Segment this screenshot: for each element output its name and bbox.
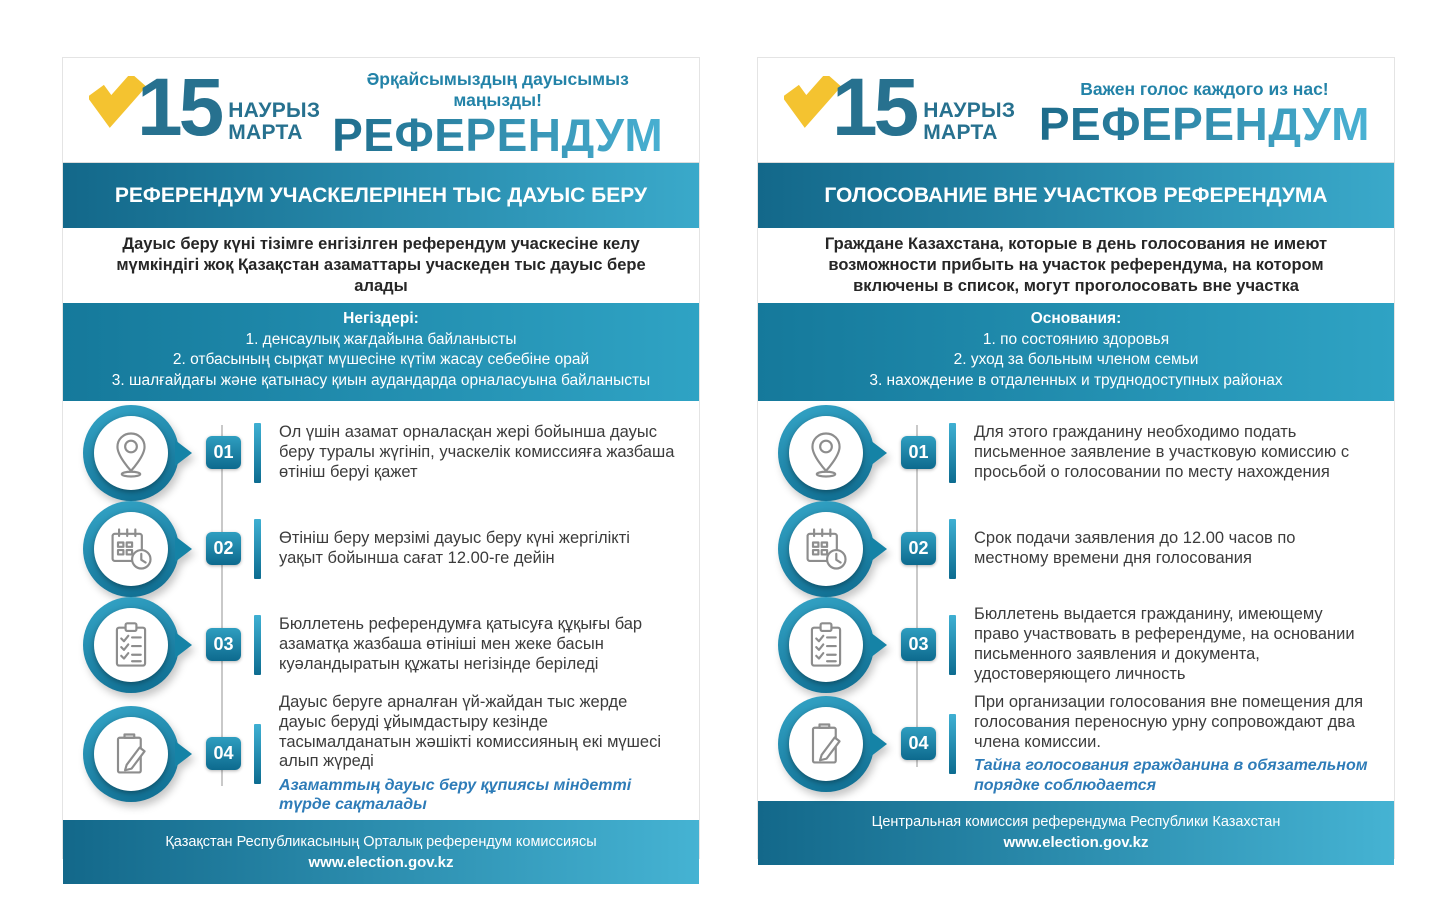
- step-accent-bar: [254, 519, 261, 579]
- step-accent-bar: [949, 615, 956, 675]
- basis-item: 2. отбасының сырқат мүшесіне күтім жасау себебіне орай: [172, 351, 590, 369]
- bubble-pointer: [175, 440, 192, 466]
- basis-item: 1. по состоянию здоровья: [982, 330, 1170, 348]
- basis-item: 3. нахождение в отдаленных и труднодоступных районах: [869, 372, 1283, 390]
- step-icon-bubble: [778, 696, 874, 792]
- step-icon-bubble: [778, 597, 874, 693]
- step-row-1: [758, 405, 1394, 501]
- step-number-badge: 01: [901, 436, 936, 469]
- basis-item: 2. уход за больным членом семьи: [953, 351, 1199, 369]
- step-text: [279, 423, 699, 482]
- logo-month-line2: МАРТА: [923, 120, 998, 144]
- step-accent-bar: [949, 519, 956, 579]
- referendum-date-logo: [89, 62, 321, 160]
- step-number-badge: 03: [901, 628, 936, 661]
- location-pin-icon: [800, 427, 852, 479]
- step-number-badge: 04: [206, 737, 241, 770]
- step-text: [279, 615, 699, 674]
- steps-list: [63, 401, 699, 821]
- step-row-1: [63, 405, 699, 501]
- step-row-4: [63, 693, 699, 815]
- step-text: [974, 693, 1394, 795]
- step-accent-bar: [949, 714, 956, 774]
- basis-box: [758, 303, 1394, 401]
- step-icon-bubble: [83, 706, 179, 802]
- step-number-badge: 02: [206, 532, 241, 565]
- step-row-3: [758, 597, 1394, 693]
- bubble-pointer: [175, 632, 192, 658]
- step-icon-bubble: [83, 501, 179, 597]
- bubble-pointer: [175, 741, 192, 767]
- step-number-badge: 04: [901, 727, 936, 760]
- referendum-date-logo: [784, 62, 1016, 160]
- step-accent-bar: [254, 423, 261, 483]
- basis-title: Основания:: [1030, 309, 1122, 327]
- bubble-pointer: [175, 536, 192, 562]
- header-tagline: Важен голос каждого из нас!: [1080, 79, 1329, 99]
- step-row-4: [758, 693, 1394, 795]
- poster-russian: [757, 57, 1395, 859]
- referendum-title: РЕФЕРЕНДУМ: [320, 112, 675, 158]
- step-text: [279, 693, 699, 815]
- logo-day: 15: [137, 62, 221, 153]
- banner-text: РЕФЕРЕНДУМ УЧАСКЕЛЕРІНЕН ТЫС ДАУЫС БЕРУ: [114, 183, 648, 207]
- step-note: Тайна голосования гражданина в обязательном порядке соблюдается: [974, 757, 1368, 794]
- referendum-title: РЕФЕРЕНДУМ: [1038, 98, 1370, 150]
- step-description: Өтініш беру мерзімі дауыс беру күні жергілікті уақыт бойынша сағат 12.00-ге дейін: [279, 529, 630, 567]
- intro-text: Граждане Казахстана, которые в день голосования не имеют возможности прибыть на участок референдума, на котором включены в список, могут проголосовать вне участка: [824, 235, 1328, 295]
- logo-month-line1: НАУРЫЗ: [228, 99, 321, 122]
- step-description: Дауыс беруге арналған үй-жайдан тыс жерде дауыс беруді ұйымдастыру кезінде тасымалданатын жәшікті комиссияның екі мүшесі алып жүреді: [279, 692, 662, 771]
- calendar-clock-icon: [105, 523, 157, 575]
- poster-header: [63, 58, 699, 162]
- step-text: [974, 423, 1394, 482]
- clipboard-pencil-icon: [105, 728, 157, 780]
- bubble-pointer: [870, 440, 887, 466]
- clipboard-pencil-icon: [800, 718, 852, 770]
- bubble-pointer: [870, 536, 887, 562]
- step-icon-bubble: [778, 405, 874, 501]
- header-title-block: [1038, 75, 1370, 150]
- bubble-pointer: [870, 632, 887, 658]
- logo-day: 15: [832, 62, 916, 153]
- basis-box: [63, 303, 699, 401]
- checklist-icon: [800, 619, 852, 671]
- step-icon-bubble: [83, 597, 179, 693]
- step-text: [974, 529, 1394, 569]
- step-number-badge: 01: [206, 436, 241, 469]
- step-number-badge: 02: [901, 532, 936, 565]
- bubble-pointer: [870, 731, 887, 757]
- basis-item: 1. денсаулық жағдайына байланысты: [245, 330, 517, 348]
- step-description: Срок подачи заявления до 12.00 часов по местному времени дня голосования: [974, 529, 1296, 567]
- poster-footer: [63, 820, 699, 884]
- footer-organization: Қазақстан Республикасының Орталық референдум комиссиясы: [165, 833, 597, 850]
- step-row-3: [63, 597, 699, 693]
- step-icon-bubble: [83, 405, 179, 501]
- section-banner: [63, 162, 699, 228]
- step-accent-bar: [254, 724, 261, 784]
- step-description: Бюллетень референдумға қатысуға құқығы бар азаматқа жазбаша өтініші мен жеке басын куәландыратын құжаты негізінде беріледі: [279, 615, 643, 673]
- section-banner: [758, 162, 1394, 228]
- header-tagline: Әрқайсымыздың дауысымыз маңызды!: [366, 68, 629, 110]
- footer-website: www.election.gov.kz: [308, 853, 454, 871]
- footer-organization: Центральная комиссия референдума Республики Казахстан: [871, 814, 1281, 831]
- step-text: [974, 605, 1394, 684]
- location-pin-icon: [105, 427, 157, 479]
- step-accent-bar: [949, 423, 956, 483]
- step-accent-bar: [254, 615, 261, 675]
- banner-text: ГОЛОСОВАНИЕ ВНЕ УЧАСТКОВ РЕФЕРЕНДУМА: [824, 183, 1328, 207]
- logo-month-line1: НАУРЫЗ: [923, 99, 1016, 122]
- basis-title: Негіздері:: [343, 309, 419, 327]
- step-description: Бюллетень выдается гражданину, имеющему право участвовать в референдуме, на основании письменного заявления и документа, удостоверяющего личность: [974, 605, 1355, 683]
- logo-month: [228, 100, 320, 144]
- logo-month-line2: МАРТА: [228, 120, 303, 144]
- header-title-block: [320, 65, 675, 161]
- logo-month: [923, 100, 1015, 144]
- intro-text: Дауыс беру күні тізімге енгізілген референдум учаскесіне келу мүмкіндігі жоқ Қазақстан азаматтары учаскеден тыс дауыс бере алады: [116, 235, 646, 295]
- step-icon-bubble: [778, 501, 874, 597]
- calendar-clock-icon: [800, 523, 852, 575]
- step-row-2: [63, 501, 699, 597]
- step-row-2: [758, 501, 1394, 597]
- step-description: Для этого гражданину необходимо подать письменное заявление в участковую комиссию с просьбой о голосовании по месту нахождения: [974, 423, 1350, 481]
- checklist-icon: [105, 619, 157, 671]
- poster-kazakh: [62, 57, 700, 871]
- steps-list: [758, 401, 1394, 801]
- step-description: Ол үшін азамат орналасқан жері бойынша дауыс беру туралы жүгініп, учаскелік комиссияға жазбаша өтініш беруі қажет: [279, 423, 675, 481]
- step-note: Азаматтың дауыс беру құпиясы міндетті түрде сақталады: [279, 777, 632, 814]
- step-text: [279, 529, 699, 569]
- poster-header: [758, 58, 1394, 162]
- basis-item: 3. шалғайдағы және қатынасу қиын аудандарда орналасуына байланысты: [111, 372, 651, 390]
- poster-footer: [758, 801, 1394, 865]
- step-number-badge: 03: [206, 628, 241, 661]
- footer-website: www.election.gov.kz: [1003, 834, 1149, 852]
- step-description: При организации голосования вне помещения для голосования переносную урну сопровождают два члена комиссии.: [974, 692, 1364, 751]
